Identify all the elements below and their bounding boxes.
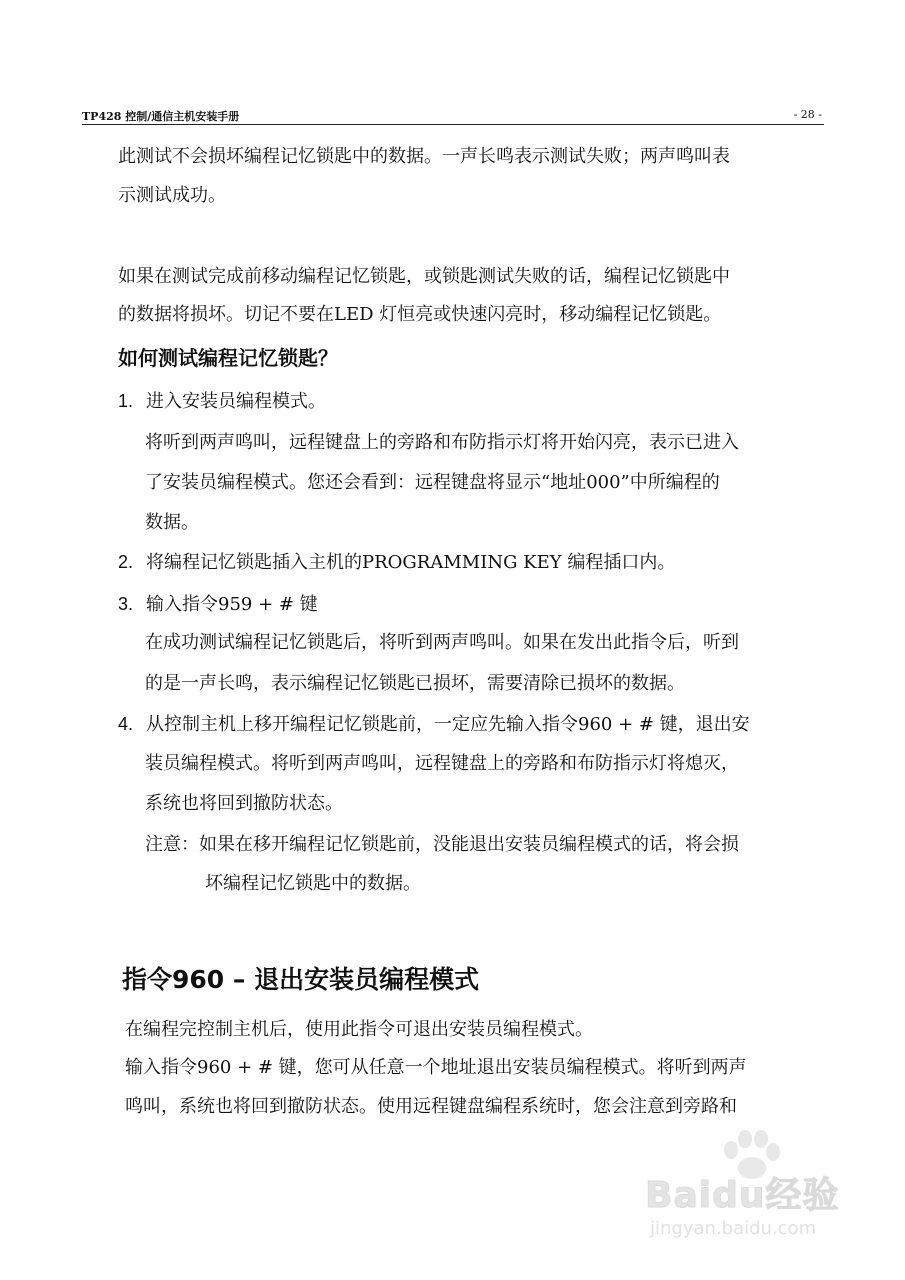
step-detail-line: 装员编程模式。将听到两声鸣叫，远程键盘上的旁路和布防指示灯将熄灭，	[145, 753, 739, 774]
step-detail-line: 系统也将回到撤防状态。	[145, 793, 343, 814]
step-text: 输入指令959 + # 键	[146, 594, 318, 615]
note-line: 坏编程记忆锁匙中的数据。	[205, 873, 421, 894]
step-detail-line: 将听到两声鸣叫，远程键盘上的旁路和布防指示灯将开始闪亮，表示已进入	[145, 432, 739, 453]
step-detail-line: 数据。	[145, 512, 199, 533]
section-heading: 如何测试编程记忆锁匙？	[118, 346, 338, 370]
step-1	[118, 387, 326, 413]
body-line: 示测试成功。	[118, 185, 226, 206]
body-line: 输入指令960 + # 键，您可从任意一个地址退出安装员编程模式。将听到两声	[125, 1057, 747, 1078]
step-3	[118, 590, 318, 616]
step-4	[118, 710, 750, 736]
body-line: 鸣叫，系统也将回到撤防状态。使用远程键盘编程系统时，您会注意到旁路和	[125, 1096, 737, 1117]
body-line: 的数据将损坏。切记不要在LED 灯恒亮或快速闪亮时，移动编程记忆锁匙。	[118, 304, 722, 325]
step-text: 将编程记忆锁匙插入主机的PROGRAMMING KEY 编程插口内。	[146, 552, 676, 573]
step-number: 1.	[118, 391, 134, 411]
manual-title: TP428 控制/通信主机安装手册	[82, 110, 240, 123]
step-text: 进入安装员编程模式。	[146, 391, 326, 412]
page-number: - 28 -	[793, 108, 822, 121]
body-line: 如果在测试完成前移动编程记忆锁匙，或锁匙测试失败的话，编程记忆锁匙中	[118, 266, 730, 287]
command-heading: 指令960 – 退出安装员编程模式	[122, 965, 480, 994]
step-detail-line: 了安装员编程模式。您还会看到：远程键盘将显示“地址000”中所编程的	[145, 472, 720, 493]
step-number: 4.	[118, 714, 134, 734]
step-detail-line: 的是一声长鸣，表示编程记忆锁匙已损坏，需要清除已损坏的数据。	[145, 673, 685, 694]
page-header	[82, 106, 824, 125]
step-detail-line: 在成功测试编程记忆锁匙后，将听到两声鸣叫。如果在发出此指令后，听到	[145, 632, 739, 653]
watermark-url: jingyan.baidu.com	[650, 1218, 817, 1239]
step-2	[118, 548, 675, 574]
step-number: 2.	[118, 552, 134, 572]
watermark	[640, 1130, 840, 1240]
body-line: 此测试不会损坏编程记忆锁匙中的数据。一声长鸣表示测试失败；两声鸣叫表	[118, 146, 730, 167]
step-text: 从控制主机上移开编程记忆锁匙前，一定应先输入指令960 + # 键，退出安	[146, 714, 750, 735]
note-line: 注意：如果在移开编程记忆锁匙前，没能退出安装员编程模式的话，将会损	[145, 834, 739, 855]
watermark-brand: Baidu经验	[645, 1175, 840, 1216]
step-number: 3.	[118, 594, 134, 614]
body-line: 在编程完控制主机后，使用此指令可退出安装员编程模式。	[125, 1019, 593, 1040]
